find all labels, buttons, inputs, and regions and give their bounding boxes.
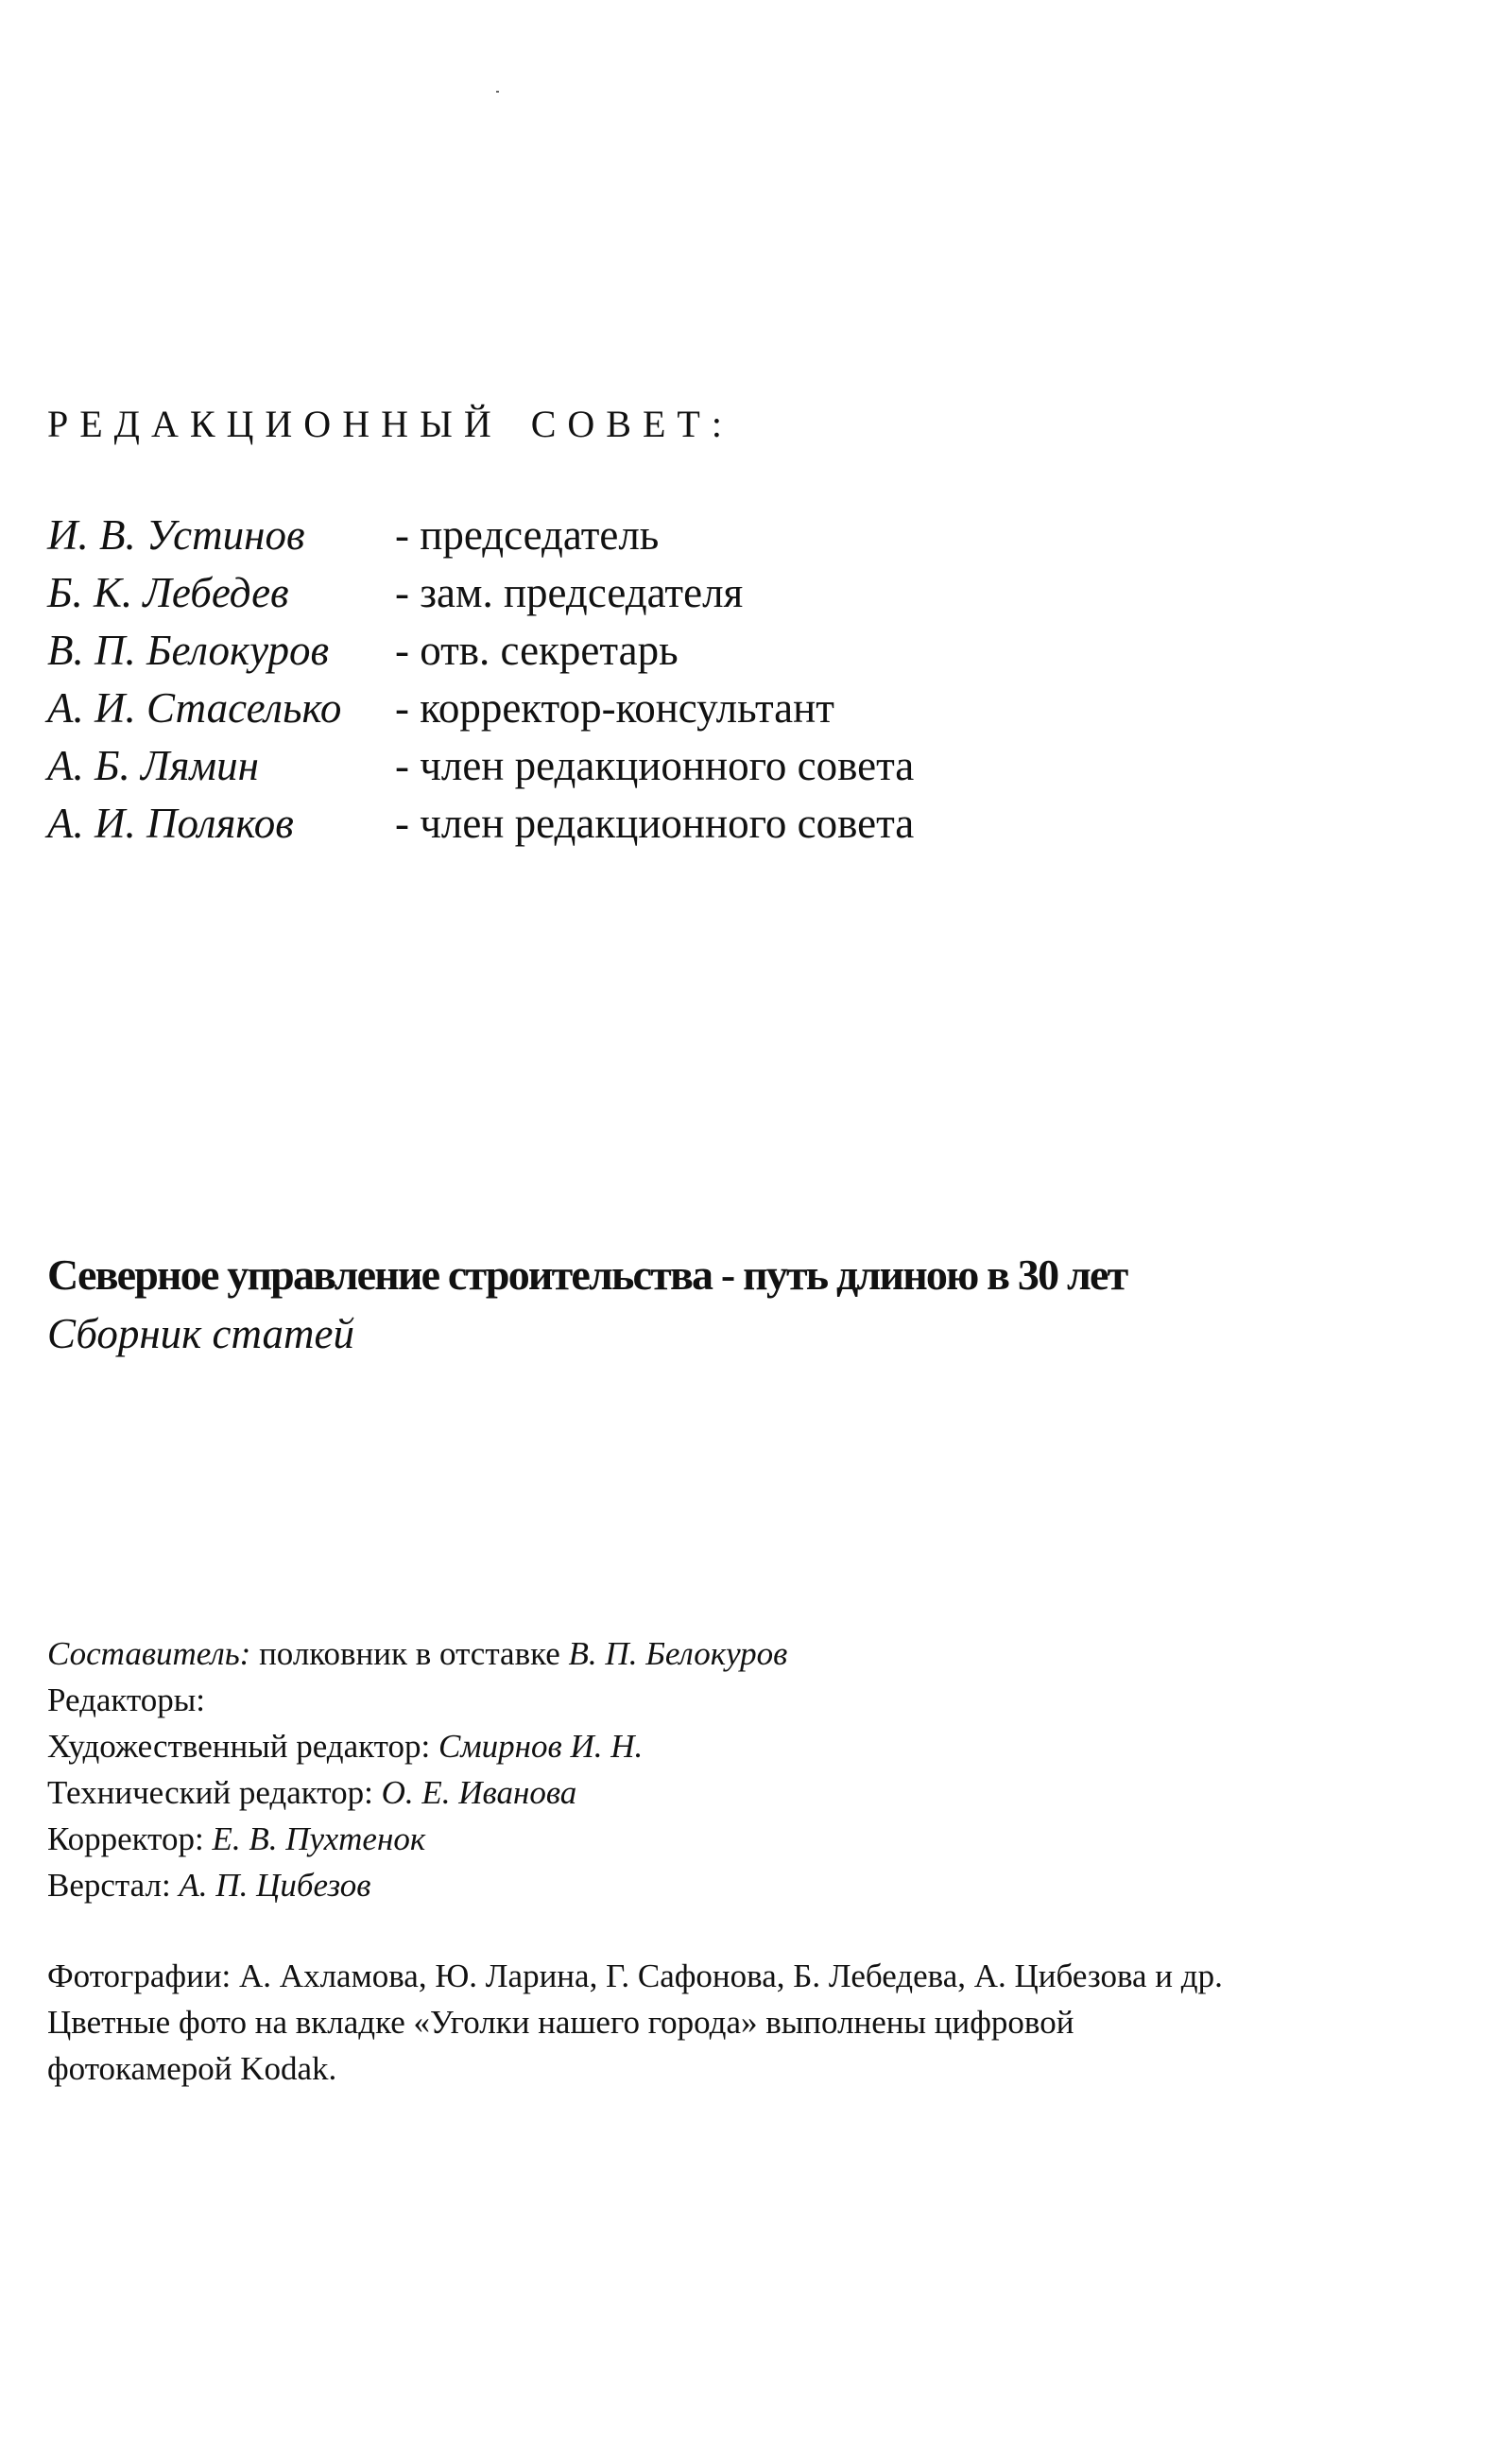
proofreader-label: Корректор: <box>47 1820 204 1857</box>
member-role: - отв. секретарь <box>395 627 679 674</box>
credit-tech-editor <box>47 1769 787 1816</box>
photo-credits <box>47 1953 1484 2092</box>
board-member <box>47 622 914 680</box>
member-role: - член редакционного совета <box>395 742 915 789</box>
credits-block <box>47 1630 787 1908</box>
member-name: Б. К. Лебедев <box>47 569 289 616</box>
compiler-text: полковник в отставке <box>259 1635 560 1672</box>
member-name: А. И. Стаселько <box>47 684 342 732</box>
art-editor-label: Художественный редактор: <box>47 1728 431 1765</box>
heading-word-1: РЕДАКЦИОННЫЙ <box>47 403 503 445</box>
board-member <box>47 507 914 564</box>
member-name: А. И. Поляков <box>47 800 294 847</box>
credit-proofreader <box>47 1816 787 1862</box>
credit-editors <box>47 1677 787 1723</box>
editorial-board-list <box>47 507 914 853</box>
editorial-board-heading <box>47 402 733 446</box>
photo-credits-line-3: фотокамерой Kodak. <box>47 2050 337 2087</box>
member-role: - корректор-консультант <box>395 684 834 732</box>
member-name: В. П. Белокуров <box>47 627 330 674</box>
member-name: А. Б. Лямин <box>47 742 259 789</box>
member-name: И. В. Устинов <box>47 511 305 559</box>
member-role: - член редакционного совета <box>395 800 915 847</box>
layout-name: А. П. Цибезов <box>179 1867 371 1904</box>
board-member <box>47 795 914 853</box>
tech-editor-label: Технический редактор: <box>47 1774 373 1811</box>
member-role: - председатель <box>395 511 660 559</box>
board-member <box>47 737 914 795</box>
layout-label: Верстал: <box>47 1867 171 1904</box>
board-member <box>47 680 914 737</box>
editors-label: Редакторы: <box>47 1682 206 1718</box>
photo-credits-line-2: Цветные фото на вкладке «Уголки нашего города» выполнены цифровой <box>47 2004 1074 2041</box>
scan-speck <box>496 91 499 93</box>
book-title-block <box>47 1246 1126 1363</box>
credit-art-editor <box>47 1723 787 1769</box>
heading-word-2: СОВЕТ: <box>530 403 733 445</box>
photo-credits-line-1: Фотографии: А. Ахламова, Ю. Ларина, Г. Сафонова, Б. Лебедева, А. Цибезова и др. <box>47 1957 1223 1994</box>
art-editor-name: Смирнов И. Н. <box>438 1728 644 1765</box>
credit-compiler <box>47 1630 787 1677</box>
book-subtitle: Сборник статей <box>47 1310 354 1357</box>
tech-editor-name: О. Е. Иванова <box>381 1774 577 1811</box>
compiler-name: В. П. Белокуров <box>568 1635 788 1672</box>
compiler-label: Составитель: <box>47 1635 251 1672</box>
member-role: - зам. председателя <box>395 569 744 616</box>
board-member <box>47 564 914 622</box>
credit-layout <box>47 1862 787 1908</box>
proofreader-name: Е. В. Пухтенок <box>212 1820 426 1857</box>
book-title: Северное управление строительства - путь длиною в 30 лет <box>47 1250 1127 1299</box>
